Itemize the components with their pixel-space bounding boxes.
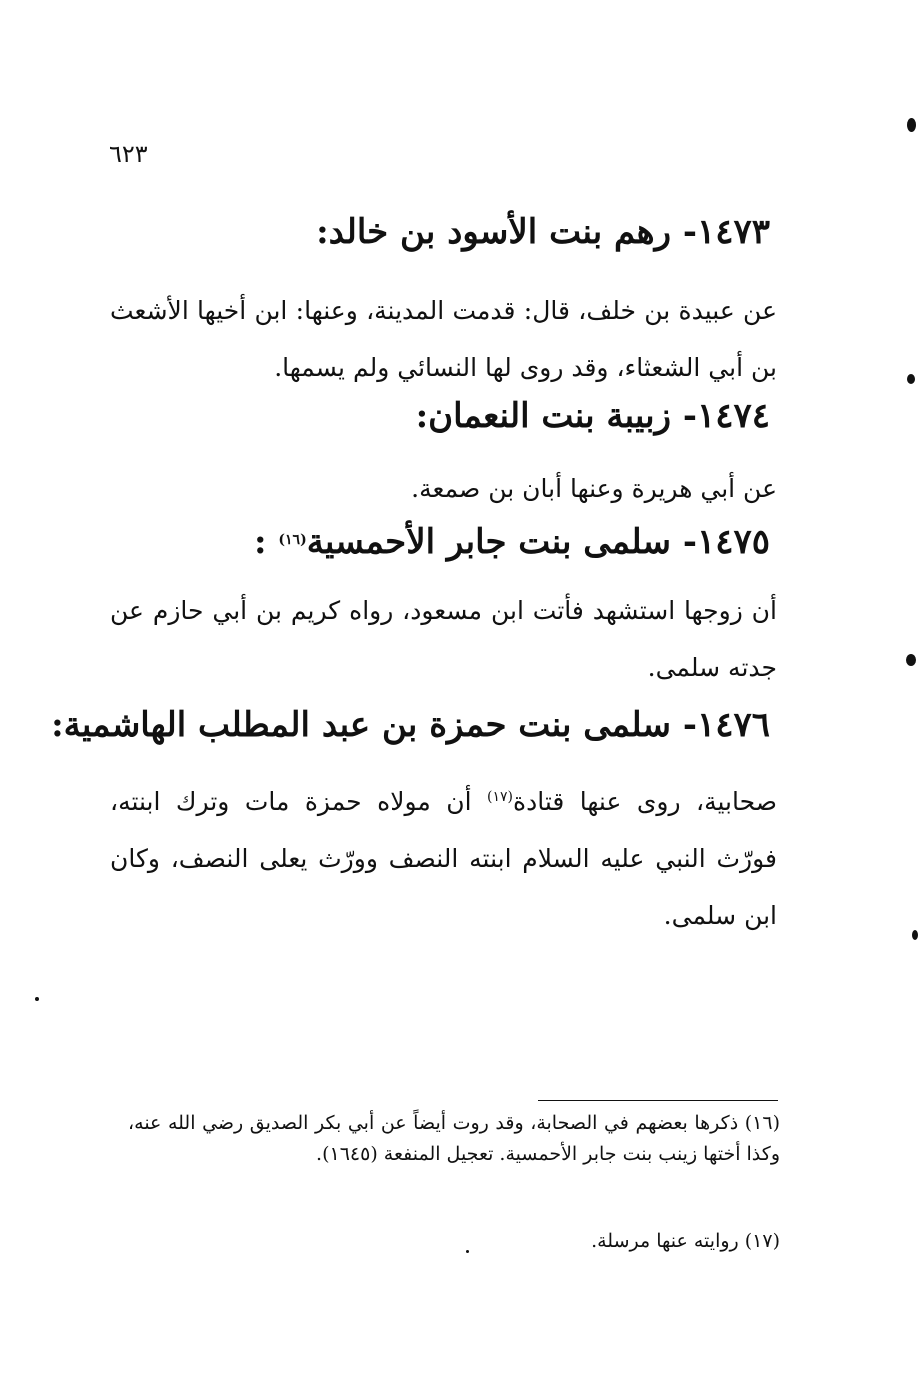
entry-text-1476-rest: أن مولاه حمزة مات وترك ابنته، فورّث النبي عليه السلام ابنته النصف وورّث يعلى النصف، وكان ابن سلمى. xyxy=(110,787,777,930)
entry-heading-1475 xyxy=(254,522,770,562)
scan-speck xyxy=(906,654,916,666)
entry-heading-1474: ١٤٧٤- زبيبة بنت النعمان: xyxy=(415,396,770,436)
scan-speck xyxy=(35,997,39,1001)
footnote-rule xyxy=(538,1100,778,1101)
footnote-ref-16: (١٦) xyxy=(278,532,307,548)
scan-speck xyxy=(907,374,915,384)
entry-text-1476 xyxy=(110,769,777,944)
entry-heading-1475-title: ١٤٧٥- سلمى بنت جابر الأحمسية xyxy=(306,522,770,562)
entry-text-1473: عن عبيدة بن خلف، قال: قدمت المدينة، وعنها: ابن أخيها الأشعث بن أبي الشعثاء، وقد روى لها النسائي ولم يسمها. xyxy=(110,296,777,382)
scan-speck xyxy=(466,1250,469,1253)
footnote-17: (١٧) روايته عنها مرسلة. xyxy=(591,1230,780,1252)
page-number: ٦٢٣ xyxy=(109,140,148,168)
entry-text-1475: أن زوجها استشهد فأتت ابن مسعود، رواه كريم بن أبي حازم عن جدته سلمى. xyxy=(110,596,777,682)
scan-speck xyxy=(912,930,918,940)
entry-text-1474: عن أبي هريرة وعنها أبان بن صمعة. xyxy=(411,474,777,503)
scan-speck xyxy=(907,118,916,132)
footnote-16: (١٦) ذكرها بعضهم في الصحابة، وقد روت أيضاً عن أبي بكر الصديق رضي الله عنه، وكذا أختها زينب بنت جابر الأحمسية. تعجيل المنفعة (١٦٤٥). xyxy=(128,1112,780,1165)
entry-heading-1475-colon: : xyxy=(254,522,267,562)
entry-heading-1476: ١٤٧٦- سلمى بنت حمزة بن عبد المطلب الهاشمية: xyxy=(51,705,770,745)
entry-text-1476-start: صحابية، روى عنها قتادة xyxy=(512,787,777,816)
footnote-ref-17: (١٧) xyxy=(487,789,513,805)
entry-heading-1473: ١٤٧٣- رهم بنت الأسود بن خالد: xyxy=(316,212,770,252)
